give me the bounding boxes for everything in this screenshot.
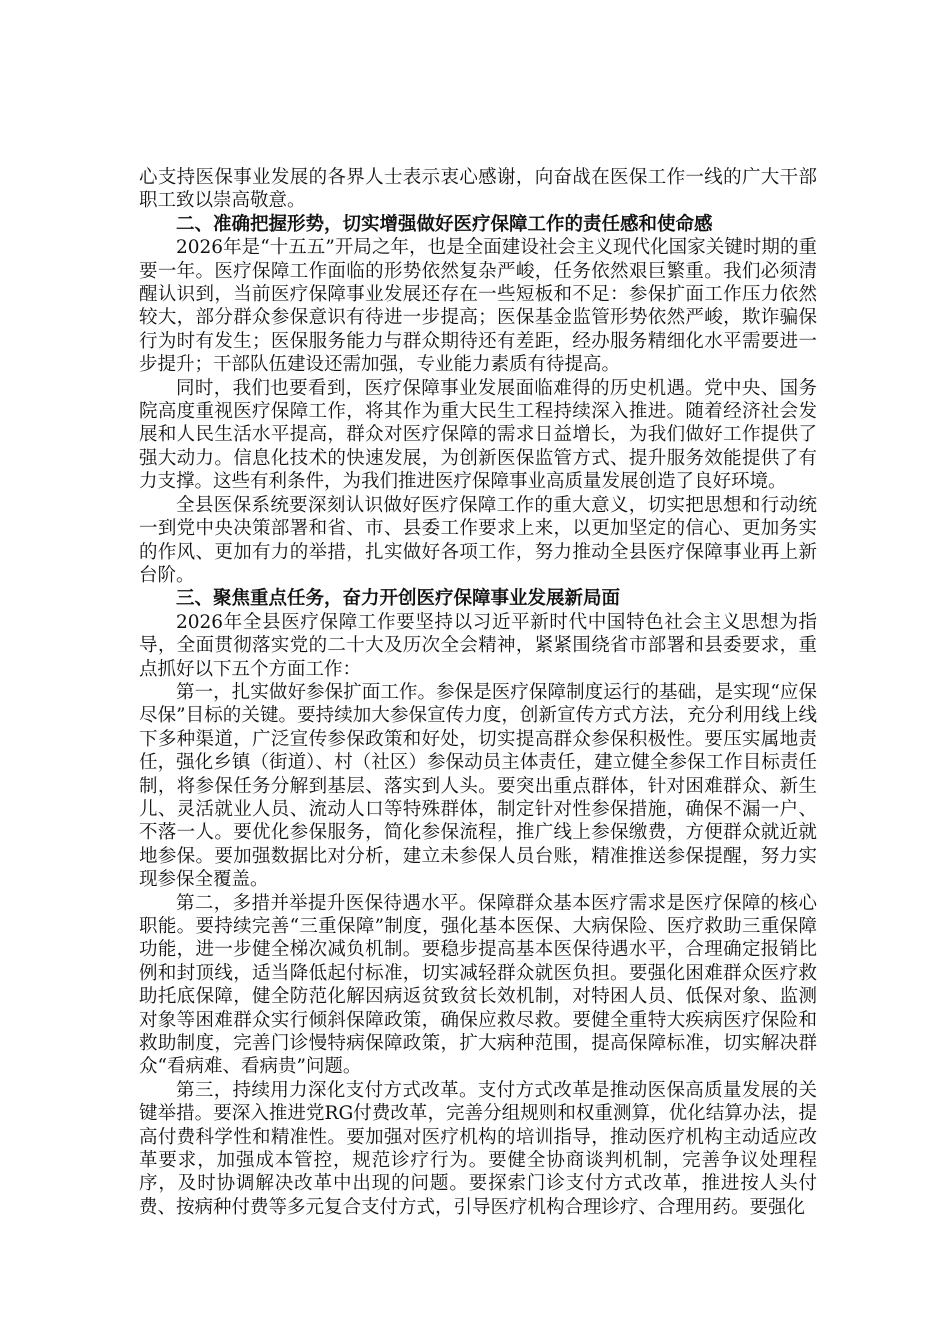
paragraph-continuation: 心支持医保事业发展的各界人士表示衷心感谢，向奋战在医保工作一线的广大干部职工致以崇高敬意。: [139, 167, 817, 212]
section-heading-2: 二、准确把握形势，切实增强做好医疗保障工作的责任感和使命感: [176, 213, 713, 235]
document-body: [139, 166, 817, 1219]
paragraph-task-3: 第三，持续用力深化支付方式改革。支付方式改革是推动医保高质量发展的关键举措。要深入推进党RG付费改革，完善分组规则和权重测算，优化结算办法，提高付费科学性和精准性。要加强对医疗机构的培训指导，推动医疗机构主动适应改革要求，加强成本管控，规范诊疗行为。要健全协商谈判机制，完善争议处理程序，及时协调解决改革中出现的问题。要探索门诊支付方式改革，推进按人头付费、按病种付费等多元复合支付方式，引导医疗机构合理诊疗、合理用药。要强化: [139, 1079, 817, 1218]
paragraph-task-2: 第二，多措并举提升医保待遇水平。保障群众基本医疗需求是医疗保障的核心职能。要持续完善“三重保障”制度，强化基本医保、大病保险、医疗救助三重保障功能，进一步健全梯次减负机制。要稳步提高基本医保待遇水平，合理确定报销比例和封顶线，适当降低起付标准，切实减轻群众就医负担。要强化困难群众医疗救助托底保障，健全防范化解因病返贫致贫长效机制，对特困人员、低保对象、监测对象等困难群众实行倾斜保障政策，确保应救尽救。要健全重特大疾病医疗保险和救助制度，完善门诊慢特病保障政策，扩大病种范围，提高保障标准，切实解决群众“看病难、看病贵”问题。: [139, 892, 817, 1078]
paragraph: 2026年全县医疗保障工作要坚持以习近平新时代中国特色社会主义思想为指导，全面贯彻落实党的二十大及历次全会精神，紧紧围绕省市部署和县委要求，重点抓好以下五个方面工作：: [139, 611, 817, 680]
paragraph: 全县医保系统要深刻认识做好医疗保障工作的重大意义，切实把思想和行动统一到党中央决策部署和省、市、县委工作要求上来，以更加坚定的信心、更加务实的作风、更加有力的举措，扎实做好各项工作，努力推动全县医疗保障事业再上新台阶。: [139, 494, 817, 586]
paragraph-task-1: 第一，扎实做好参保扩面工作。参保是医疗保障制度运行的基础，是实现“应保尽保”目标的关键。要持续加大参保宣传力度，创新宣传方式方法，充分利用线上线下多种渠道，广泛宣传参保政策和好处，切实提高群众参保积极性。要压实属地责任，强化乡镇（街道）、村（社区）参保动员主体责任，建立健全参保工作目标责任制，将参保任务分解到基层、落实到人头。要突出重点群体，针对困难群众、新生儿、灵活就业人员、流动人口等特殊群体，制定针对性参保措施，确保不漏一户、不落一人。要优化参保服务，简化参保流程，推广线上参保缴费，方便群众就近就地参保。要加强数据比对分析，建立未参保人员台账，精准推送参保提醒，努力实现参保全覆盖。: [139, 681, 817, 891]
paragraph: 2026年是“十五五”开局之年，也是全面建设社会主义现代化国家关键时期的重要一年。医疗保障工作面临的形势依然复杂严峻，任务依然艰巨繁重。我们必须清醒认识到，当前医疗保障事业发展还存在一些短板和不足：参保扩面工作压力依然较大，部分群众参保意识有待进一步提高；医保基金监管形势依然严峻，欺诈骗保行为时有发生；医保服务能力与群众期待还有差距，经办服务精细化水平需要进一步提升；干部队伍建设还需加强，专业能力素质有待提高。: [139, 237, 817, 376]
section-heading-3: 三、聚焦重点任务，奋力开创医疗保障事业发展新局面: [176, 588, 621, 610]
paragraph: 同时，我们也要看到，医疗保障事业发展面临难得的历史机遇。党中央、国务院高度重视医疗保障工作，将其作为重大民生工程持续深入推进。随着经济社会发展和人民生活水平提高，群众对医疗保障的需求日益增长，为我们做好工作提供了强大动力。信息化技术的快速发展，为创新医保监管方式、提升服务效能提供了有力支撑。这些有利条件，为我们推进医疗保障事业高质量发展创造了良好环境。: [139, 377, 817, 493]
